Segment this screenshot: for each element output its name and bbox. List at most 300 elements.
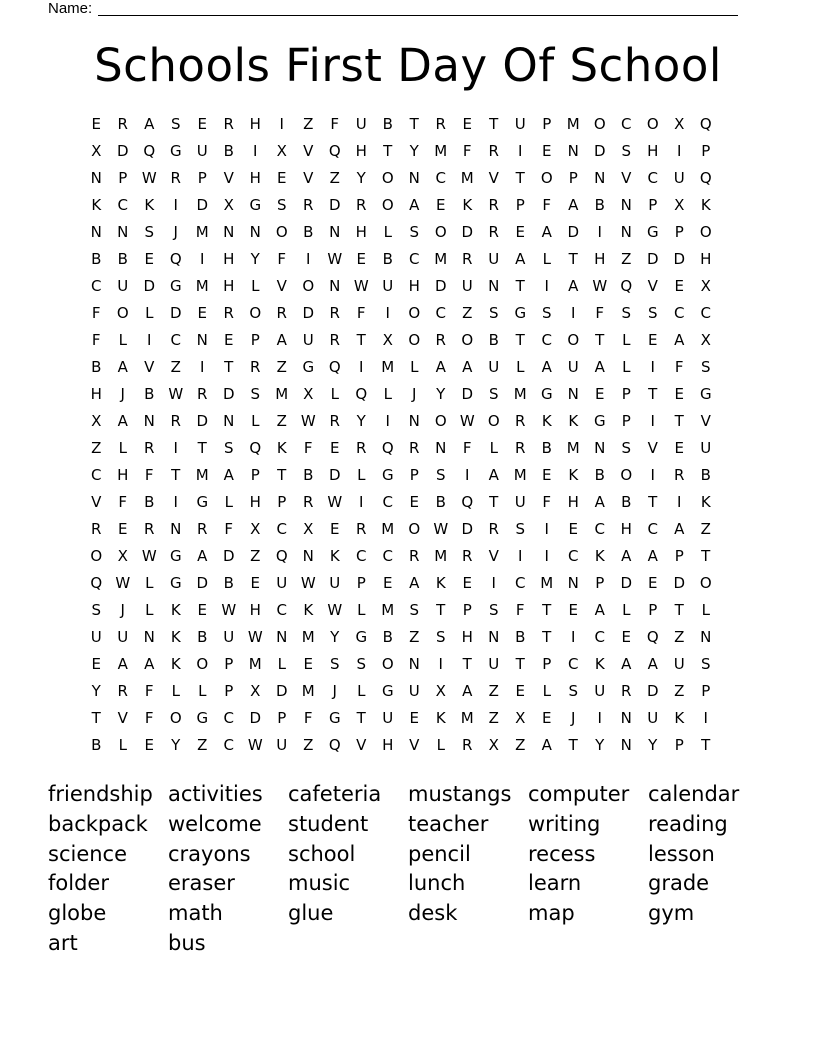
grid-letter[interactable]: F — [330, 115, 340, 133]
grid-letter[interactable]: I — [571, 628, 576, 646]
grid-letter[interactable]: H — [223, 250, 235, 268]
grid-letter[interactable]: N — [594, 439, 606, 457]
grid-letter[interactable]: Q — [461, 493, 474, 511]
grid-letter[interactable]: K — [170, 601, 181, 619]
grid-letter[interactable]: L — [542, 682, 551, 700]
grid-letter[interactable]: C — [700, 304, 711, 322]
grid-letter[interactable]: U — [382, 277, 394, 295]
grid-letter[interactable]: M — [301, 682, 315, 700]
grid-letter[interactable]: O — [540, 169, 553, 187]
grid-letter[interactable]: V — [117, 709, 128, 727]
grid-letter[interactable]: U — [488, 655, 500, 673]
grid-letter[interactable]: N — [170, 520, 182, 538]
grid-letter[interactable]: Z — [276, 412, 287, 430]
grid-letter[interactable]: N — [567, 385, 579, 403]
name-blank-line[interactable] — [98, 15, 738, 16]
grid-letter[interactable]: X — [223, 196, 234, 214]
grid-letter[interactable]: L — [224, 493, 233, 511]
grid-letter[interactable]: A — [117, 358, 128, 376]
grid-letter[interactable]: C — [621, 115, 632, 133]
grid-letter[interactable]: W — [353, 277, 369, 295]
grid-letter[interactable]: F — [542, 196, 552, 214]
grid-letter[interactable]: E — [330, 520, 340, 538]
grid-letter[interactable]: Y — [648, 736, 658, 754]
grid-letter[interactable]: K — [170, 655, 181, 673]
grid-letter[interactable]: Z — [674, 628, 685, 646]
grid-letter[interactable]: T — [515, 331, 525, 349]
grid-letter[interactable]: R — [197, 520, 208, 538]
grid-letter[interactable]: P — [674, 736, 684, 754]
grid-letter[interactable]: N — [700, 628, 712, 646]
grid-letter[interactable]: S — [488, 385, 499, 403]
grid-letter[interactable]: O — [699, 223, 712, 241]
grid-letter[interactable]: O — [434, 412, 447, 430]
grid-letter[interactable]: E — [648, 574, 658, 592]
grid-letter[interactable]: O — [249, 304, 262, 322]
grid-letter[interactable]: K — [170, 628, 181, 646]
grid-letter[interactable]: Y — [356, 169, 366, 187]
grid-letter[interactable]: G — [249, 196, 262, 214]
grid-letter[interactable]: R — [329, 331, 340, 349]
grid-letter[interactable]: L — [436, 736, 445, 754]
grid-letter[interactable]: F — [462, 439, 472, 457]
grid-letter[interactable]: P — [197, 169, 207, 187]
grid-letter[interactable]: N — [620, 196, 632, 214]
grid-letter[interactable]: D — [196, 412, 209, 430]
grid-letter[interactable]: X — [382, 331, 393, 349]
grid-letter[interactable]: S — [276, 196, 287, 214]
grid-letter[interactable]: O — [90, 547, 103, 565]
grid-letter[interactable]: M — [513, 385, 527, 403]
grid-letter[interactable]: U — [647, 709, 659, 727]
grid-letter[interactable]: C — [223, 736, 234, 754]
grid-letter[interactable]: J — [332, 682, 337, 700]
grid-letter[interactable]: C — [594, 520, 605, 538]
grid-letter[interactable]: T — [356, 709, 366, 727]
grid-letter[interactable]: O — [302, 277, 315, 295]
grid-letter[interactable]: H — [249, 169, 261, 187]
grid-letter[interactable]: I — [173, 196, 178, 214]
grid-letter[interactable]: K — [594, 655, 605, 673]
grid-letter[interactable]: L — [383, 385, 392, 403]
grid-letter[interactable]: X — [700, 331, 711, 349]
grid-letter[interactable]: V — [700, 412, 711, 430]
grid-letter[interactable]: U — [90, 628, 102, 646]
grid-letter[interactable]: N — [620, 709, 632, 727]
grid-letter[interactable]: F — [277, 250, 287, 268]
grid-letter[interactable]: L — [357, 682, 366, 700]
grid-letter[interactable]: S — [250, 385, 261, 403]
grid-letter[interactable]: L — [357, 601, 366, 619]
grid-letter[interactable]: L — [357, 466, 366, 484]
grid-letter[interactable]: L — [145, 574, 154, 592]
grid-letter[interactable]: R — [197, 385, 208, 403]
grid-letter[interactable]: C — [382, 547, 393, 565]
grid-letter[interactable]: P — [542, 115, 552, 133]
grid-letter[interactable]: D — [143, 277, 156, 295]
grid-letter[interactable]: A — [144, 655, 155, 673]
grid-letter[interactable]: R — [303, 493, 314, 511]
grid-letter[interactable]: D — [196, 196, 209, 214]
grid-letter[interactable]: D — [673, 250, 686, 268]
grid-letter[interactable]: L — [383, 223, 392, 241]
grid-letter[interactable]: R — [223, 304, 234, 322]
grid-letter[interactable]: I — [544, 520, 549, 538]
grid-letter[interactable]: A — [409, 196, 420, 214]
grid-letter[interactable]: F — [303, 439, 313, 457]
grid-letter[interactable]: N — [302, 547, 314, 565]
grid-letter[interactable]: K — [303, 601, 314, 619]
grid-letter[interactable]: W — [300, 412, 316, 430]
grid-letter[interactable]: Z — [170, 358, 181, 376]
grid-letter[interactable]: V — [409, 736, 420, 754]
grid-letter[interactable]: T — [515, 277, 525, 295]
grid-letter[interactable]: U — [196, 142, 208, 160]
grid-letter[interactable]: H — [249, 115, 261, 133]
grid-letter[interactable]: W — [115, 574, 131, 592]
grid-letter[interactable]: Q — [90, 574, 103, 592]
grid-letter[interactable]: K — [594, 547, 605, 565]
grid-letter[interactable]: R — [170, 169, 181, 187]
grid-letter[interactable]: E — [568, 601, 578, 619]
grid-letter[interactable]: P — [277, 493, 287, 511]
grid-letter[interactable]: G — [355, 628, 368, 646]
grid-letter[interactable]: E — [515, 682, 525, 700]
grid-letter[interactable]: N — [620, 736, 632, 754]
grid-letter[interactable]: Q — [620, 277, 633, 295]
grid-letter[interactable]: R — [356, 439, 367, 457]
grid-letter[interactable]: I — [438, 655, 443, 673]
grid-letter[interactable]: K — [329, 547, 340, 565]
grid-letter[interactable]: K — [435, 574, 446, 592]
grid-letter[interactable]: T — [489, 493, 499, 511]
grid-letter[interactable]: E — [674, 385, 684, 403]
grid-letter[interactable]: D — [249, 709, 262, 727]
grid-letter[interactable]: N — [408, 412, 420, 430]
grid-letter[interactable]: P — [621, 385, 631, 403]
grid-letter[interactable]: A — [409, 574, 420, 592]
grid-letter[interactable]: E — [568, 520, 578, 538]
grid-letter[interactable]: K — [700, 196, 711, 214]
grid-letter[interactable]: R — [488, 142, 499, 160]
grid-letter[interactable]: E — [118, 520, 128, 538]
grid-letter[interactable]: L — [145, 304, 154, 322]
grid-letter[interactable]: F — [144, 682, 154, 700]
grid-letter[interactable]: M — [460, 169, 474, 187]
grid-letter[interactable]: C — [117, 196, 128, 214]
grid-letter[interactable]: I — [359, 493, 364, 511]
grid-letter[interactable]: I — [359, 358, 364, 376]
grid-letter[interactable]: B — [621, 493, 632, 511]
grid-letter[interactable]: G — [381, 682, 394, 700]
grid-letter[interactable]: C — [382, 493, 393, 511]
grid-letter[interactable]: R — [435, 331, 446, 349]
grid-letter[interactable]: R — [488, 520, 499, 538]
grid-letter[interactable]: S — [647, 304, 658, 322]
grid-letter[interactable]: I — [597, 709, 602, 727]
grid-letter[interactable]: M — [381, 601, 395, 619]
grid-letter[interactable]: C — [674, 304, 685, 322]
grid-letter[interactable]: C — [435, 169, 446, 187]
grid-letter[interactable]: R — [409, 547, 420, 565]
grid-letter[interactable]: M — [460, 709, 474, 727]
grid-letter[interactable]: D — [620, 574, 633, 592]
grid-letter[interactable]: P — [648, 196, 658, 214]
grid-letter[interactable]: L — [330, 385, 339, 403]
grid-letter[interactable]: G — [196, 709, 209, 727]
grid-letter[interactable]: U — [700, 439, 712, 457]
grid-letter[interactable]: D — [196, 574, 209, 592]
grid-letter[interactable]: O — [196, 655, 209, 673]
grid-letter[interactable]: D — [567, 223, 580, 241]
grid-letter[interactable]: L — [251, 277, 260, 295]
grid-letter[interactable]: R — [515, 439, 526, 457]
grid-letter[interactable]: I — [385, 304, 390, 322]
grid-letter[interactable]: N — [249, 223, 261, 241]
grid-letter[interactable]: A — [594, 358, 605, 376]
grid-letter[interactable]: A — [568, 277, 579, 295]
grid-letter[interactable]: L — [542, 250, 551, 268]
grid-letter[interactable]: M — [434, 250, 448, 268]
grid-letter[interactable]: F — [91, 331, 101, 349]
grid-letter[interactable]: D — [328, 466, 341, 484]
grid-letter[interactable]: E — [595, 385, 605, 403]
grid-letter[interactable]: W — [327, 250, 343, 268]
grid-letter[interactable]: C — [435, 304, 446, 322]
grid-letter[interactable]: N — [329, 223, 341, 241]
grid-letter[interactable]: C — [91, 466, 102, 484]
grid-letter[interactable]: D — [275, 682, 288, 700]
grid-letter[interactable]: H — [382, 736, 394, 754]
grid-letter[interactable]: I — [385, 412, 390, 430]
grid-letter[interactable]: E — [409, 493, 419, 511]
grid-letter[interactable]: C — [223, 709, 234, 727]
grid-letter[interactable]: X — [250, 520, 261, 538]
grid-letter[interactable]: E — [515, 223, 525, 241]
grid-letter[interactable]: X — [250, 682, 261, 700]
grid-letter[interactable]: K — [462, 196, 473, 214]
grid-letter[interactable]: N — [276, 628, 288, 646]
grid-letter[interactable]: X — [515, 709, 526, 727]
grid-letter[interactable]: Z — [276, 358, 287, 376]
grid-letter[interactable]: H — [700, 250, 712, 268]
grid-letter[interactable]: H — [117, 466, 129, 484]
grid-letter[interactable]: X — [435, 682, 446, 700]
grid-letter[interactable]: M — [566, 115, 580, 133]
grid-letter[interactable]: I — [253, 142, 258, 160]
grid-letter[interactable]: T — [568, 736, 578, 754]
grid-letter[interactable]: C — [647, 169, 658, 187]
grid-letter[interactable]: E — [462, 115, 472, 133]
grid-letter[interactable]: S — [515, 520, 526, 538]
grid-letter[interactable]: P — [277, 709, 287, 727]
grid-letter[interactable]: E — [462, 574, 472, 592]
grid-letter[interactable]: W — [327, 601, 343, 619]
grid-letter[interactable]: B — [594, 196, 605, 214]
grid-letter[interactable]: T — [171, 466, 181, 484]
grid-letter[interactable]: P — [621, 412, 631, 430]
grid-letter[interactable]: R — [170, 412, 181, 430]
grid-letter[interactable]: E — [277, 169, 287, 187]
grid-letter[interactable]: N — [435, 439, 447, 457]
grid-letter[interactable]: A — [621, 655, 632, 673]
grid-letter[interactable]: L — [118, 331, 127, 349]
grid-letter[interactable]: V — [223, 169, 234, 187]
grid-letter[interactable]: C — [594, 628, 605, 646]
grid-letter[interactable]: N — [488, 277, 500, 295]
grid-letter[interactable]: E — [542, 466, 552, 484]
grid-letter[interactable]: S — [621, 304, 632, 322]
grid-letter[interactable]: U — [514, 493, 526, 511]
grid-letter[interactable]: G — [169, 277, 182, 295]
grid-letter[interactable]: M — [566, 439, 580, 457]
grid-letter[interactable]: D — [328, 196, 341, 214]
grid-letter[interactable]: B — [91, 736, 102, 754]
grid-letter[interactable]: T — [277, 466, 287, 484]
grid-letter[interactable]: F — [356, 304, 366, 322]
grid-letter[interactable]: Z — [303, 115, 314, 133]
grid-letter[interactable]: W — [168, 385, 184, 403]
grid-letter[interactable]: A — [647, 655, 658, 673]
grid-letter[interactable]: Y — [409, 142, 419, 160]
grid-letter[interactable]: N — [90, 169, 102, 187]
grid-letter[interactable]: U — [329, 574, 341, 592]
grid-letter[interactable]: N — [90, 223, 102, 241]
grid-letter[interactable]: V — [621, 169, 632, 187]
grid-letter[interactable]: I — [518, 142, 523, 160]
grid-letter[interactable]: P — [595, 574, 605, 592]
grid-letter[interactable]: I — [306, 250, 311, 268]
grid-letter[interactable]: C — [568, 547, 579, 565]
grid-letter[interactable]: A — [223, 466, 234, 484]
grid-letter[interactable]: C — [515, 574, 526, 592]
grid-letter[interactable]: F — [91, 304, 101, 322]
grid-letter[interactable]: B — [117, 250, 128, 268]
grid-letter[interactable]: S — [700, 655, 711, 673]
grid-letter[interactable]: H — [408, 277, 420, 295]
grid-letter[interactable]: E — [197, 601, 207, 619]
grid-letter[interactable]: D — [222, 547, 235, 565]
grid-letter[interactable]: M — [301, 628, 315, 646]
grid-letter[interactable]: F — [224, 520, 234, 538]
grid-letter[interactable]: P — [118, 169, 128, 187]
grid-letter[interactable]: P — [674, 547, 684, 565]
grid-letter[interactable]: B — [91, 358, 102, 376]
grid-letter[interactable]: Z — [488, 709, 499, 727]
grid-letter[interactable]: B — [515, 628, 526, 646]
grid-letter[interactable]: R — [488, 223, 499, 241]
grid-letter[interactable]: O — [381, 655, 394, 673]
grid-letter[interactable]: I — [597, 223, 602, 241]
grid-letter[interactable]: H — [355, 142, 367, 160]
grid-letter[interactable]: U — [355, 115, 367, 133]
grid-letter[interactable]: T — [674, 412, 684, 430]
grid-letter[interactable]: T — [648, 493, 658, 511]
grid-letter[interactable]: T — [436, 601, 446, 619]
grid-letter[interactable]: O — [620, 466, 633, 484]
grid-letter[interactable]: D — [593, 142, 606, 160]
grid-letter[interactable]: P — [701, 142, 711, 160]
grid-letter[interactable]: X — [488, 736, 499, 754]
grid-letter[interactable]: X — [91, 142, 102, 160]
grid-letter[interactable]: B — [541, 439, 552, 457]
grid-letter[interactable]: L — [198, 682, 207, 700]
grid-letter[interactable]: Z — [303, 736, 314, 754]
grid-letter[interactable]: S — [409, 601, 420, 619]
grid-letter[interactable]: R — [144, 439, 155, 457]
grid-letter[interactable]: R — [276, 304, 287, 322]
grid-letter[interactable]: U — [223, 628, 235, 646]
grid-letter[interactable]: X — [303, 385, 314, 403]
grid-letter[interactable]: H — [355, 223, 367, 241]
grid-letter[interactable]: E — [409, 709, 419, 727]
grid-letter[interactable]: N — [143, 412, 155, 430]
grid-letter[interactable]: W — [459, 412, 475, 430]
grid-letter[interactable]: N — [223, 223, 235, 241]
grid-letter[interactable]: R — [488, 196, 499, 214]
grid-letter[interactable]: I — [279, 115, 284, 133]
grid-letter[interactable]: C — [276, 601, 287, 619]
grid-letter[interactable]: X — [674, 196, 685, 214]
grid-letter[interactable]: B — [382, 115, 393, 133]
grid-letter[interactable]: P — [462, 601, 472, 619]
grid-letter[interactable]: Q — [328, 358, 341, 376]
grid-letter[interactable]: D — [434, 277, 447, 295]
grid-letter[interactable]: M — [381, 520, 395, 538]
grid-letter[interactable]: L — [118, 439, 127, 457]
grid-letter[interactable]: O — [408, 304, 421, 322]
grid-letter[interactable]: T — [542, 601, 552, 619]
grid-letter[interactable]: M — [381, 358, 395, 376]
grid-letter[interactable]: G — [593, 412, 606, 430]
grid-letter[interactable]: R — [462, 250, 473, 268]
grid-letter[interactable]: H — [567, 493, 579, 511]
grid-letter[interactable]: U — [594, 682, 606, 700]
grid-letter[interactable]: N — [143, 628, 155, 646]
grid-letter[interactable]: K — [568, 412, 579, 430]
grid-letter[interactable]: A — [541, 223, 552, 241]
grid-letter[interactable]: Q — [381, 439, 394, 457]
grid-letter[interactable]: C — [356, 547, 367, 565]
grid-letter[interactable]: N — [196, 331, 208, 349]
grid-letter[interactable]: N — [488, 628, 500, 646]
grid-letter[interactable]: S — [144, 223, 155, 241]
grid-letter[interactable]: E — [621, 628, 631, 646]
grid-letter[interactable]: S — [488, 601, 499, 619]
grid-letter[interactable]: X — [276, 142, 287, 160]
grid-letter[interactable]: A — [594, 601, 605, 619]
grid-letter[interactable]: H — [620, 520, 632, 538]
grid-letter[interactable]: W — [433, 520, 449, 538]
grid-letter[interactable]: Q — [275, 547, 288, 565]
grid-letter[interactable]: U — [408, 682, 420, 700]
grid-letter[interactable]: R — [144, 520, 155, 538]
grid-letter[interactable]: F — [462, 142, 472, 160]
grid-letter[interactable]: W — [247, 736, 263, 754]
grid-letter[interactable]: Q — [328, 736, 341, 754]
grid-letter[interactable]: O — [646, 115, 659, 133]
grid-letter[interactable]: T — [515, 655, 525, 673]
grid-letter[interactable]: K — [700, 493, 711, 511]
grid-letter[interactable]: Z — [700, 520, 711, 538]
grid-letter[interactable]: Y — [330, 628, 340, 646]
grid-letter[interactable]: Z — [488, 682, 499, 700]
grid-letter[interactable]: R — [462, 736, 473, 754]
grid-letter[interactable]: E — [91, 115, 101, 133]
grid-letter[interactable]: R — [356, 520, 367, 538]
grid-letter[interactable]: G — [328, 709, 341, 727]
grid-letter[interactable]: T — [356, 331, 366, 349]
